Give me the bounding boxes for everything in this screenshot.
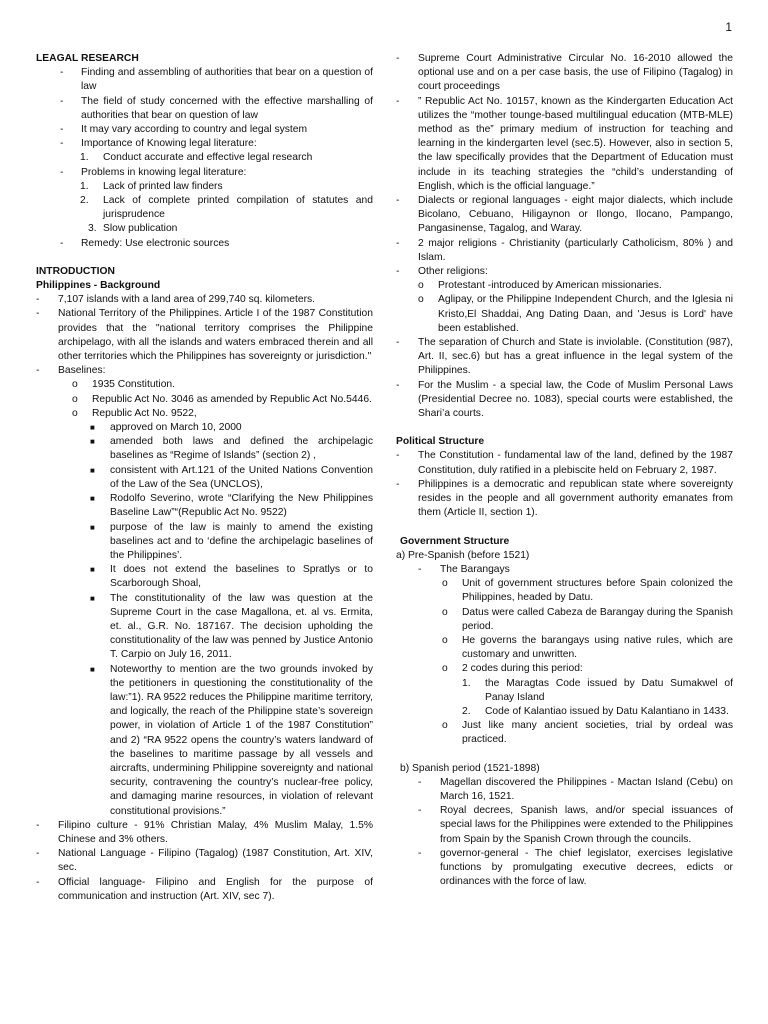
list-item: - Filipino culture - 91% Christian Malay, 4% Muslim Malay, 1.5% Chinese and 3% others. [36,819,373,845]
background-subheading: Philippines - Background [36,280,161,292]
list-item: o Datus were called Cabeza de Barangay during the Spanish period. [442,606,733,632]
page-number: 1 [725,20,732,34]
government-structure-heading: Government Structure [400,535,510,547]
introduction-heading: INTRODUCTION [36,265,115,277]
list-item: - For the Muslim - a special law, the Code of Muslim Personal Laws (Presidential Decree no. 1083), special courts were established, the Shari’a courts. [396,379,733,420]
right-column [396,52,733,889]
list-item: - 2 major religions - Christianity (particularly Catholicism, 80% ) and Islam. [396,237,733,263]
list-item: o Just like many ancient societies, trial by ordeal was practiced. [442,720,733,746]
list-item: - National Language - Filipino (Tagalog) (1987 Constitution, Art. XIV, sec. [36,848,373,874]
list-item: ■ consistent with Art.121 of the United Nations Convention of the Law of the Sea (UNCLOS), [90,464,373,490]
list-item: - Official language- Filipino and English for the purpose of communication and instruction (Art. XIV, sec 7). [36,876,373,902]
list-item: - Royal decrees, Spanish laws, and/or special issuances of special laws for the Philippines were extended to the Philippines from Spain by the Spanish Crown through the councils. [418,805,733,845]
list-item: - The Barangays [418,563,510,575]
legal-research-heading: LEAGAL RESEARCH [36,53,139,64]
list-item: - Dialects or regional languages - eight major dialects, which include Bicolano, Cebuano, Hiligaynon or Ilongo, Ilocano, Pampango, Pangasinense, Tagalog, and Waray. [396,195,733,235]
list-item: ■ Rodolfo Severino, wrote “Clarifying the New Philippines Baseline Law”“(Republic Act No. 9522) [90,493,373,519]
list-item: o He governs the barangays using native rules, which are customary and unwritten. [442,634,733,661]
list-item: - Magellan discovered the Philippines - Mactan Island (Cebu) on March 16, 1521. [418,776,733,802]
list-item: - Remedy: Use electronic sources [60,237,230,249]
political-structure-heading: Political Structure [396,436,485,448]
list-item: ■ purpose of the law is mainly to amend the existing baselines act and to ‘define the archipelagic baselines of the Philippines’. [90,521,373,561]
list-item: o 2 codes during this period: [442,663,583,675]
list-item: 2. Lack of complete printed compilation of statutes and jurisprudence [80,195,373,221]
list-item: ■ It does not extend the baselines to Spratlys or to Scarborough Shoal, [90,564,373,590]
list-item: - The separation of Church and State is inviolable. (Constitution (987), Art. II, sec.6) but has a great influence in the legal system of the Philippines. [396,337,733,377]
list-item: - Finding and assembling of authorities that bear on a question of law [60,67,373,93]
list-item: - Other religions: [396,266,488,278]
list-item: o Protestant -introduced by American missionaries. [418,280,662,292]
list-item: - ” Republic Act No. 10157, known as the Kindergarten Education Act utilizes the “mother tounge-based multilingual education (MTB-MLE) method as the” primary medium of instruction for teaching and learning in the kindergarten level (sec.5). However, also in section 5, the law specifically provides that the Department of Education must include in its teaching strategies the “child’s understanding of English, which is the official language.” [396,95,733,192]
pre-spanish-label: a) Pre-Spanish (before 1521) [396,549,530,561]
list-item: ■ Noteworthy to mention are the two grounds invoked by the petitioners in questioning the constitutionality of the law:”1). RA 9522 reduces the Philippine maritime territory, and logically, the reach of the Philippine state’s sovereign power, in violation of Article 1 of the 1987 Constitution” and 2) “RA 9522 opens the country’s waters landward of the baselines to maritime passage by all vessels and aircrafts, undermining Philippine sovereignty and national security, contravening the country’s nuclear-free policy, and damaging marine resources, in violation of relevant constitutional provisions.” [90,663,373,817]
list-item: 1. the Maragtas Code issued by Datu Sumakwel of Panay Island [462,677,733,703]
list-item: - governor-general - The chief legislator, exercises legislative functions by promulgating executive decrees, edicts or ordinances with the force of law. [418,847,733,888]
list-item: - Problems in knowing legal literature: [60,166,247,178]
list-item: - Importance of Knowing legal literature: [60,138,257,150]
list-item: o Unit of government structures before Spain colonized the Philippines, headed by Datu. [442,578,733,604]
list-item: - National Territory of the Philippines. Article I of the 1987 Constitution provides that the "national territory comprises the Philippine archipelago, with all the islands and waters embraced therein and all other territories which the Philippines has sovereignty or jurisdiction." [36,308,373,363]
list-item: 1. Conduct accurate and effective legal research [80,152,313,164]
list-item: o Republic Act No. 3046 as amended by Republic Act No.5446. [72,393,372,405]
list-item: - 7,107 islands with a land area of 299,740 sq. kilometers. [36,294,316,306]
list-item: 3. Slow publication [88,223,178,235]
list-item: - The Constitution - fundamental law of the land, defined by the 1987 Constitution, duly ratified in a plebiscite held on February 2, 1987. [396,450,733,476]
list-item: ■ amended both laws and defined the archipelagic baselines as “Regime of Islands” (section 2) , [90,436,373,462]
list-item: - The field of study concerned with the effective marshalling of authorities that bear on question of law [60,95,373,121]
spanish-period-label: b) Spanish period (1521-1898) [400,762,540,774]
list-item: ■ The constitutionality of the law was question at the Supreme Court in the case Magallona, et. al vs. Ermita, et. al., G.R. No. 187167. The decision upholding the constitutionality of the law was penned by Justice Antonio T. Carpio on July 16, 2011. [90,592,373,661]
list-item: o Aglipay, or the Philippine Independent Church, and the Iglesia ni Kristo,El Shaddai, Ang Dating Daan, and 'Jesus is Lord' have been established. [418,294,733,334]
list-item: ■ approved on March 10, 2000 [90,422,242,434]
list-item: - Philippines is a democratic and republican state where sovereignty resides in the people and all government authority emanates from them (Article II, section 1). [396,478,733,519]
list-item: - Supreme Court Administrative Circular No. 16-2010 allowed the optional use and on a per case basis, the use of Filipino (Tagalog) in court proceedings [396,53,733,93]
list-item: 2. Code of Kalantiao issued by Datu Kalantiano in 1433. [462,705,729,717]
left-column [36,52,373,904]
list-item: - Baselines: [36,365,106,377]
list-item: - It may vary according to country and legal system [60,124,308,136]
list-item: 1. Lack of printed law finders [80,180,223,192]
list-item: o 1935 Constitution. [72,379,176,391]
list-item: o Republic Act No. 9522, [72,407,197,419]
